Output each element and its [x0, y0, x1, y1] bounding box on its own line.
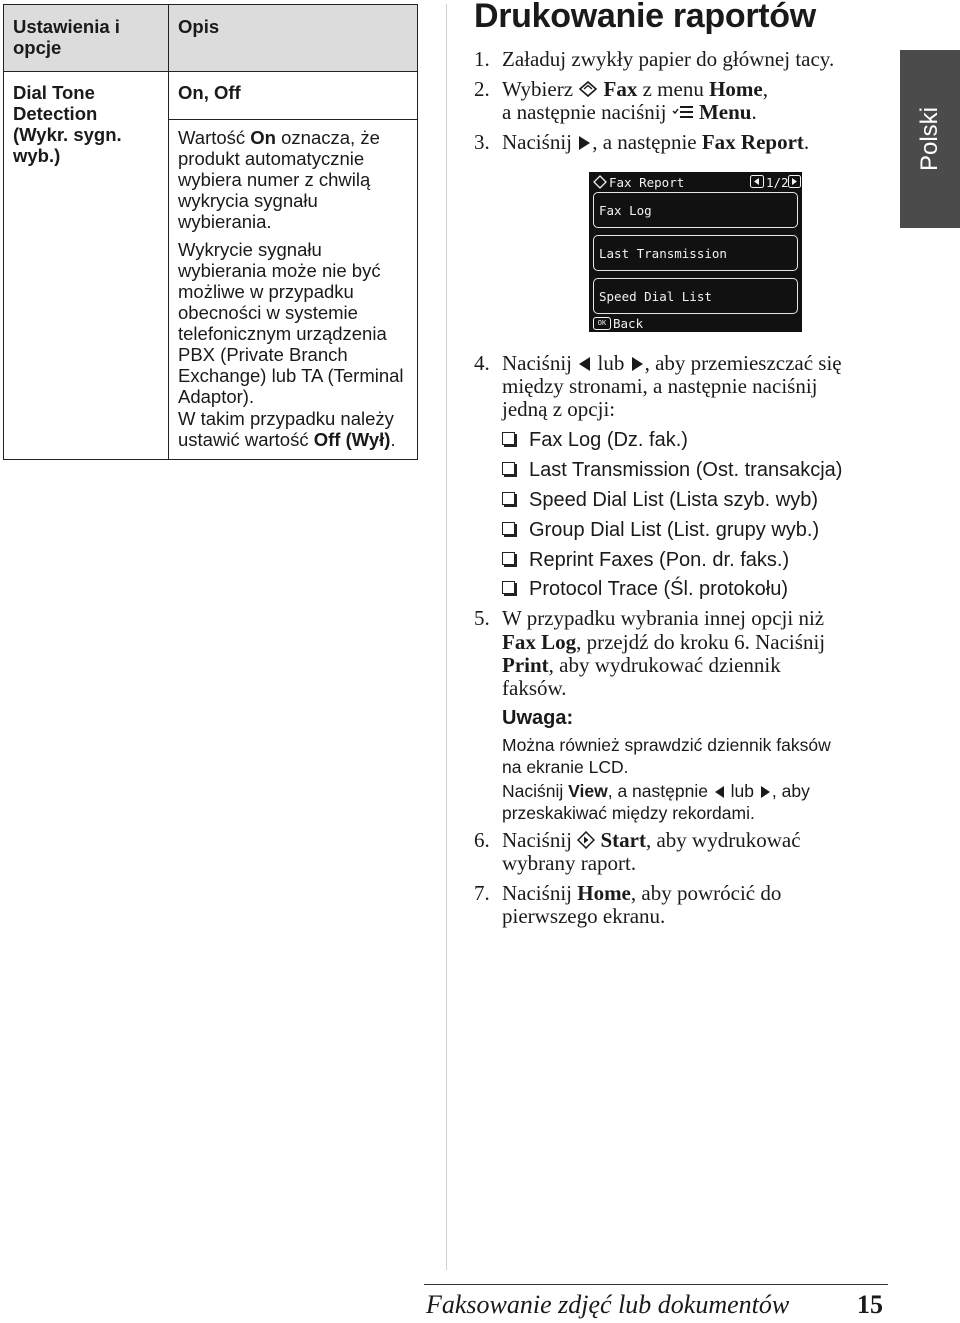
menu-icon	[672, 104, 694, 120]
language-tab-label: Polski	[916, 106, 943, 172]
lcd-title-bar	[589, 172, 802, 192]
description-paragraph-3: W takim przypadku należy ustawić wartość Off (Wył).	[178, 408, 396, 450]
table-column-divider	[168, 5, 169, 459]
page-number: 15	[857, 1290, 883, 1319]
step-5-line-2: Fax Log, przejdź do kroku 6. Naciśnij	[502, 630, 826, 654]
step-6-number: 6.	[474, 828, 490, 852]
step-4-line-3: jedną z opcji:	[502, 397, 616, 421]
lcd-menu-item[interactable]: Last Transmission	[593, 235, 798, 271]
right-arrow-icon	[579, 136, 590, 150]
step-7-line-1: Naciśnij Home, aby powrócić do	[502, 881, 782, 905]
step-3-number: 3.	[474, 130, 490, 154]
checkbox-icon	[502, 581, 515, 594]
fax-icon	[593, 175, 607, 189]
step-4-line-1: Naciśnij lub , aby przemieszczać się	[502, 351, 842, 375]
lcd-page-indicator: 1/2	[766, 175, 789, 190]
checkbox-icon	[502, 432, 515, 445]
step-5-line-4: faksów.	[502, 676, 567, 700]
header-setting: Ustawienia i opcje	[13, 16, 120, 58]
checkbox-icon	[502, 552, 515, 565]
note-line-4: przeskakiwać między rekordami.	[502, 803, 755, 823]
step-6-line-1: Naciśnij Start, aby wydrukować	[502, 828, 801, 852]
step-6-line-2: wybrany raport.	[502, 851, 637, 875]
left-arrow-icon	[579, 357, 590, 371]
step-2-number: 2.	[474, 77, 490, 101]
right-arrow-icon	[632, 357, 643, 371]
note-heading: Uwaga:	[502, 707, 574, 729]
ok-button-icon: OK	[593, 317, 611, 330]
checkbox-icon	[502, 462, 515, 475]
language-tab	[900, 50, 960, 228]
setting-values: On, Off	[178, 82, 241, 103]
note-line-3: Naciśnij View, a następnie lub , aby	[502, 781, 810, 801]
column-divider	[446, 4, 447, 1270]
lcd-menu-item[interactable]: Speed Dial List	[593, 278, 798, 314]
option-item: Fax Log (Dz. fak.)	[502, 428, 688, 452]
footer-title: Faksowanie zdjęć lub dokumentów	[426, 1290, 790, 1319]
option-item: Protocol Trace (Śl. protokołu)	[502, 577, 788, 601]
page-left-icon	[750, 175, 764, 188]
step-4-number: 4.	[474, 351, 490, 375]
option-item: Group Dial List (List. grupy wyb.)	[502, 518, 819, 542]
page-right-icon	[788, 175, 802, 188]
step-7-line-2: pierwszego ekranu.	[502, 904, 666, 928]
option-item: Speed Dial List (Lista szyb. wyb)	[502, 488, 818, 512]
setting-name: Dial Tone Detection (Wykr. sygn. wyb.)	[13, 82, 122, 166]
fax-icon	[578, 80, 598, 98]
left-arrow-icon	[715, 786, 724, 798]
note-line-1: Można również sprawdzić dziennik faksów	[502, 735, 831, 755]
lcd-screen	[589, 172, 802, 332]
step-4-line-2: między stronami, a następnie naciśnij	[502, 374, 818, 398]
step-1-text: Załaduj zwykły papier do głównej tacy.	[502, 47, 835, 71]
header-description: Opis	[178, 16, 220, 37]
description-paragraph-2: Wykrycie sygnału wybierania może nie być możliwe w przypadku obecności w systemie telefonicznym urządzenia PBX (Private Branch Exchange) lub TA (Terminal Adaptor).	[178, 239, 404, 407]
step-3-text: Naciśnij , a następnie Fax Report.	[502, 130, 810, 154]
start-icon	[577, 831, 595, 849]
lcd-back-label: Back	[613, 316, 644, 331]
lcd-back-bar	[589, 315, 802, 332]
section-title: Drukowanie raportów	[474, 0, 816, 35]
table-cell-divider	[168, 119, 417, 120]
note-line-2: na ekranie LCD.	[502, 757, 629, 777]
step-7-number: 7.	[474, 881, 490, 905]
step-2-line-1: Wybierz Fax z menu Home,	[502, 77, 768, 101]
footer-rule	[424, 1284, 888, 1285]
checkbox-icon	[502, 492, 515, 505]
lcd-menu-item[interactable]: Fax Log	[593, 192, 798, 228]
option-item: Last Transmission (Ost. transakcja)	[502, 458, 842, 482]
lcd-title: Fax Report	[609, 175, 685, 190]
step-5-line-1: W przypadku wybrania innej opcji niż	[502, 606, 825, 630]
step-1-number: 1.	[474, 47, 490, 71]
step-2-line-2: a następnie naciśnij Menu.	[502, 100, 757, 124]
step-5-number: 5.	[474, 606, 490, 630]
step-5-line-3: Print, aby wydrukować dziennik	[502, 653, 781, 677]
settings-table	[3, 4, 418, 460]
checkbox-icon	[502, 522, 515, 535]
right-arrow-icon	[761, 786, 770, 798]
option-item: Reprint Faxes (Pon. dr. faks.)	[502, 548, 789, 572]
description-paragraph-1: Wartość On oznacza, że produkt automatycznie wybiera numer z chwilą wykrycia sygnału wybierania.	[178, 127, 380, 232]
